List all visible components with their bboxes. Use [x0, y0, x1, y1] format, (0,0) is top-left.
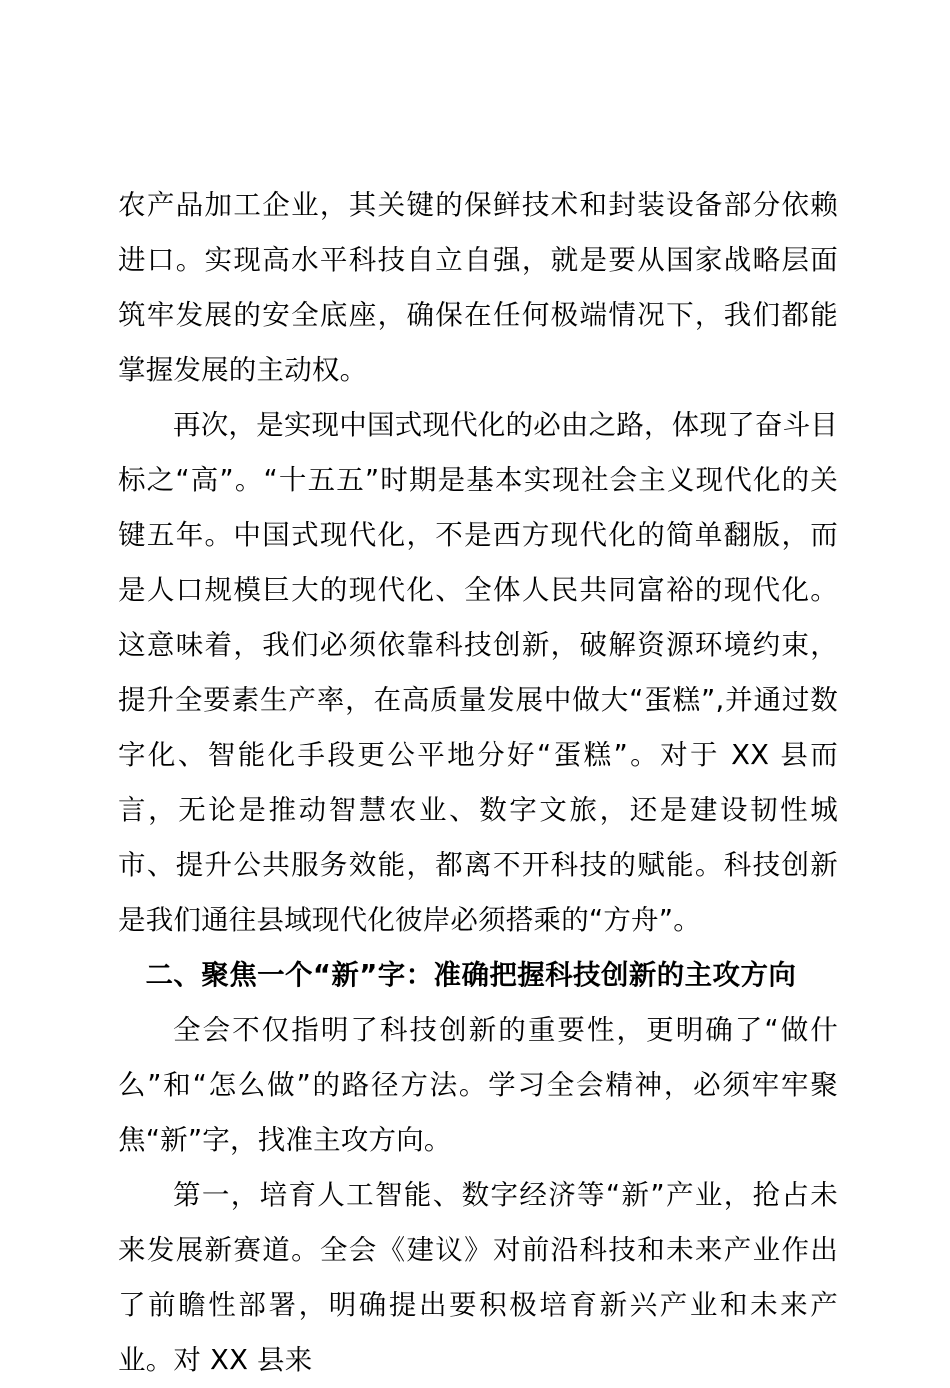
paragraph-third-reason: 再次，是实现中国式现代化的必由之路，体现了奋斗目标之“高”。“十五五”时期是基本实现社会主义现代化的关键五年。中国式现代化，不是西方现代化的简单翻版，而是人口规模巨大的现代化、全体人民共同富裕的现代化。这意味着，我们必须依靠科技创新，破解资源环境约束，提升全要素生产率，在高质量发展中做大“蛋糕”,并通过数字化、智能化手段更公平地分好“蛋糕”。对于 XX 县而言，无论是推动智慧农业、数字文旅，还是建设韧性城市、提升公共服务效能，都离不开科技的赋能。科技创新是我们通往县域现代化彼岸必须搭乘的“方舟”。	[118, 409, 838, 936]
paragraph-continued: 农产品加工企业，其关键的保鲜技术和封装设备部分依赖进口。实现高水平科技自立自强，就是要从国家战略层面筑牢发展的安全底座，确保在任何极端情况下，我们都能掌握发展的主动权。	[118, 189, 838, 386]
document-body	[118, 178, 838, 1388]
paragraph-point-one: 第一，培育人工智能、数字经济等“新”产业，抢占未来发展新赛道。全会《建议》对前沿科技和未来产业作出了前瞻性部署，明确提出要积极培育新兴产业和未来产业。对 XX 县来	[118, 1179, 838, 1376]
section-heading-two: 二、聚焦一个“新”字：准确把握科技创新的主攻方向	[145, 959, 797, 991]
paragraph-focus-new: 全会不仅指明了科技创新的重要性，更明确了“做什么”和“怎么做”的路径方法。学习全会精神，必须牢牢聚焦“新”字，找准主攻方向。	[118, 1014, 838, 1156]
